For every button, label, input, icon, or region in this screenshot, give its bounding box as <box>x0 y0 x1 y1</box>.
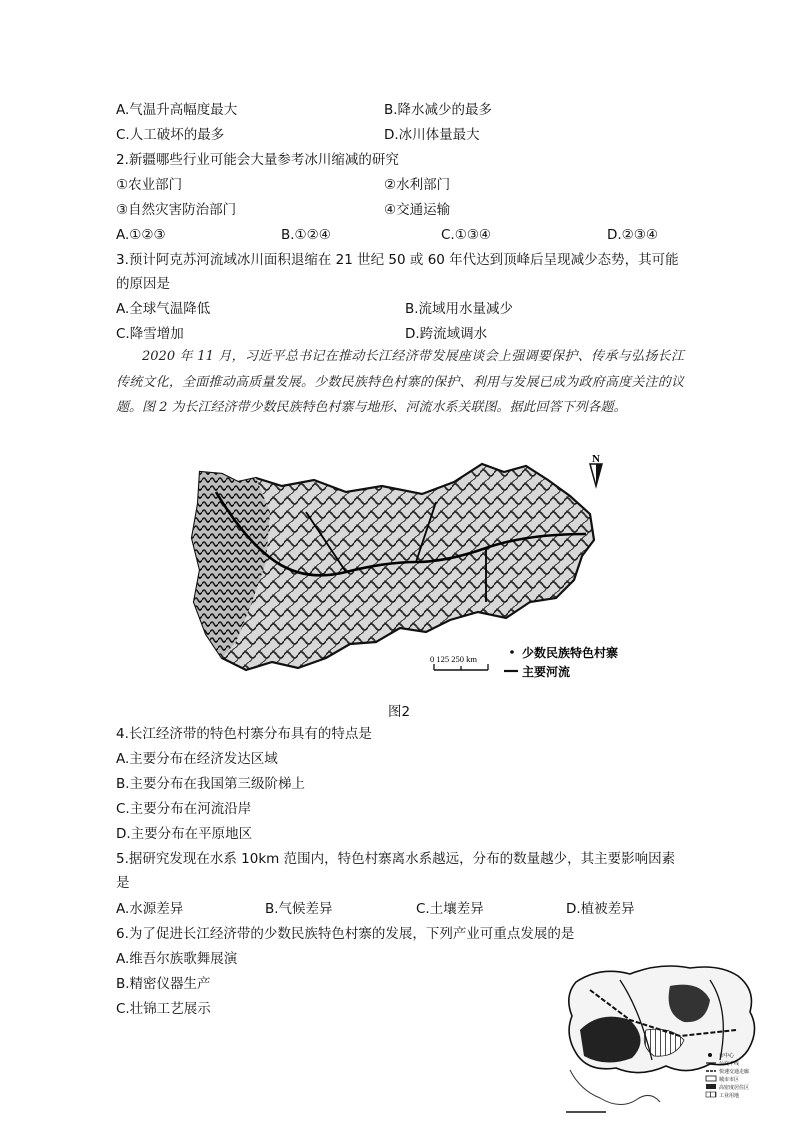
q5-option-c: C.土壤差异 <box>416 901 484 917</box>
q4-option-a: A.主要分布在经济发达区域 <box>116 751 278 767</box>
q2-item-1: ①农业部门 <box>116 177 183 193</box>
q6-option-a: A.维吾尔族歌舞展演 <box>116 951 238 967</box>
q3-option-b: B.流域用水量减少 <box>405 301 514 317</box>
dense-residential <box>580 1017 641 1063</box>
q1-option-b: B.降水减少的最多 <box>384 102 493 118</box>
city-legend-0: 市中心 <box>719 1053 735 1059</box>
city-landuse-map <box>560 960 772 1120</box>
q4-option-c: C.主要分布在河流沿岸 <box>116 801 252 817</box>
legend-village-marker <box>510 650 514 654</box>
yangtze-village-map <box>186 452 646 684</box>
scale-label: 0 125 250 km <box>430 654 477 664</box>
q2-option-d: D.②③④ <box>607 227 658 243</box>
city-legend-4: 高密度居住区 <box>719 1085 750 1091</box>
q2-option-b: B.①②④ <box>281 227 331 243</box>
intro-paragraph <box>116 344 684 421</box>
q2-option-a: A.①②③ <box>116 227 166 243</box>
q5-option-b: B.气候差异 <box>265 901 333 917</box>
q1-option-d: D.冰川体量最大 <box>384 127 480 143</box>
q6-stem: 6.为了促进长江经济带的少数民族特色村寨的发展，下列产业可重点发展的是 <box>116 926 575 942</box>
q3-option-d: D.跨流域调水 <box>405 326 488 342</box>
q4-option-d: D.主要分布在平原地区 <box>116 826 253 842</box>
q5-stem: 5.据研究发现在水系 10km 范围内，特色村寨离水系越远，分布的数量越少，其主要影响因素是 <box>116 851 676 891</box>
q3-option-c: C.降雪增加 <box>116 326 184 342</box>
q1-option-a: A.气温升高幅度最大 <box>116 102 238 118</box>
q3-option-a: A.全球气温降低 <box>116 301 211 317</box>
q5-option-a: A.水源差异 <box>116 901 184 917</box>
q2-option-c: C.①③④ <box>441 227 492 243</box>
q2-stem: 2.新疆哪些行业可能会大量参考冰川缩减的研究 <box>116 152 399 168</box>
q2-item-2: ②水利部门 <box>384 177 451 193</box>
q3-stem: 3.预计阿克苏河流域冰川面积退缩在 21 世纪 50 或 60 年代达到顶峰后呈现减少态势，其可能的原因是 <box>116 252 679 292</box>
q4-option-b: B.主要分布在我国第三级阶梯上 <box>116 776 306 792</box>
scale-bar <box>434 664 488 670</box>
city-legend-2: 快速交通走廊 <box>719 1069 750 1075</box>
q6-option-b: B.精密仪器生产 <box>116 976 211 992</box>
legend-rivers: 主要河流 <box>522 665 571 679</box>
figure-caption: 图2 <box>388 704 411 720</box>
city-legend-3: 城市市区 <box>719 1077 740 1083</box>
q6-option-c: C.壮锦工艺展示 <box>116 1001 211 1017</box>
north-label: N <box>592 453 600 465</box>
q1-option-c: C.人工破坏的最多 <box>116 127 225 143</box>
intro-text: 2020 年 11 月，习近平总书记在推动长江经济带发展座谈会上强调要保护、传承与弘扬长江传统文化，全面推动高质量发展。少数民族特色村寨的保护、利用与发展已成为政府高度关注的议题。图 2 为长江经济带少数民族特色村寨与地形、河流水系关联图。据此回答下列各题。 <box>116 349 684 415</box>
city-legend-5: 工业用地 <box>719 1093 740 1099</box>
coastline <box>570 1070 660 1105</box>
q4-stem: 4.长江经济带的特色村寨分布具有的特点是 <box>116 726 372 742</box>
legend-villages: 少数民族特色村寨 <box>522 646 619 660</box>
q2-item-3: ③自然灾害防治部门 <box>116 202 237 218</box>
q5-option-d: D.植被差异 <box>566 901 635 917</box>
q2-item-4: ④交通运输 <box>384 202 451 218</box>
city-legend-1: 公交干线 <box>719 1061 740 1067</box>
north-arrow-icon <box>590 464 602 486</box>
